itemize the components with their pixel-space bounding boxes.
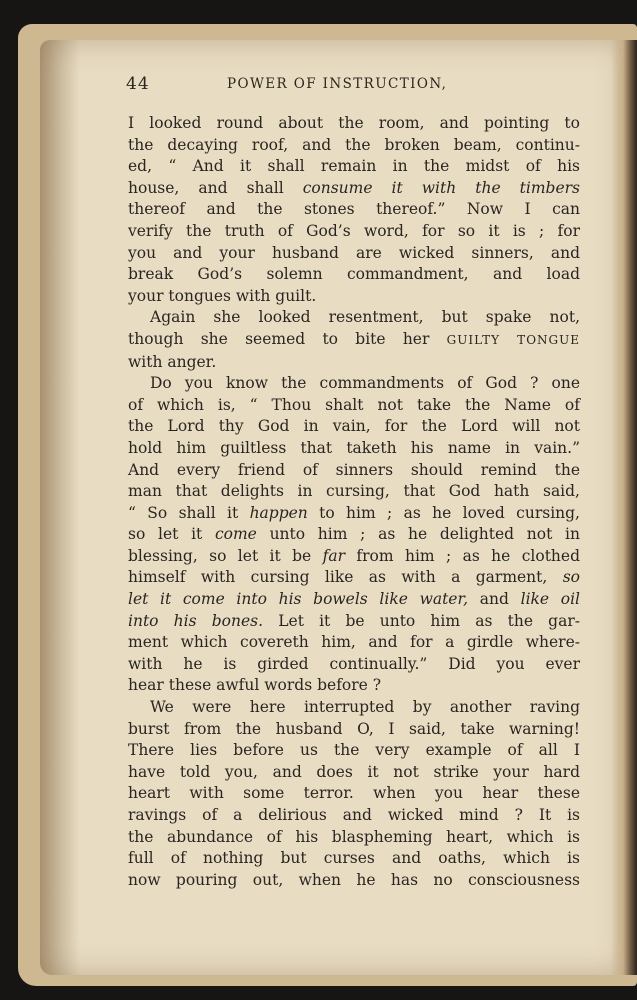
italic-run: consume it with the timbers <box>302 178 580 197</box>
running-head: POWER OF INSTRUCTION, <box>227 76 448 92</box>
text-run: from him ; as he clothed <box>345 546 581 565</box>
italic-run: like oil <box>520 590 581 609</box>
text-run: blessing, so let it be <box>128 546 323 565</box>
text-line <box>128 503 580 525</box>
page-header <box>126 74 586 100</box>
text-run: and <box>468 590 521 609</box>
text-line: full of nothing but curses and oaths, which is <box>128 849 580 868</box>
text-line: ment which covereth him, and for a girdle where- <box>128 633 580 652</box>
italic-run: so <box>562 568 580 587</box>
text-line: hear these awful words before ? <box>128 676 382 695</box>
text-run: to him ; as he loved cursing, <box>307 503 580 522</box>
italic-run: far <box>322 546 346 565</box>
text-run: “ So shall it <box>128 503 250 522</box>
spine-shadow <box>40 40 80 975</box>
italic-run: let it come into his bowels like water, <box>128 590 469 609</box>
text-line <box>128 567 580 589</box>
text-line: ravings of a delirious and wicked mind ? It is <box>128 806 580 824</box>
text-line: Again she looked resentment, but spake not, <box>150 308 580 327</box>
text-line: with he is girded continually.” Did you ever <box>128 654 580 673</box>
text-run: Let it be unto him as the gar- <box>263 611 580 630</box>
text-line: the decaying roof, and the broken beam, continu- <box>128 135 580 154</box>
text-run: though she seemed to bite her <box>128 329 447 348</box>
text-line <box>128 178 580 200</box>
text-line: you and your husband are wicked sinners, and <box>128 243 580 262</box>
text-line <box>128 546 580 568</box>
body-text <box>128 113 580 891</box>
small-caps-run: GUILTY TONGUE <box>446 332 580 347</box>
text-run: so let it <box>128 525 215 544</box>
text-line: thereof and the stones thereof.” Now I can <box>128 200 580 219</box>
text-line: There lies before us the very example of all I <box>128 741 580 760</box>
text-line: We were here interrupted by another raving <box>150 698 580 717</box>
text-line: the abundance of his blaspheming heart, which is <box>128 827 580 846</box>
text-line <box>128 611 580 633</box>
text-line: break God’s solemn commandment, and load <box>128 265 580 284</box>
text-run: house, and shall <box>128 178 303 197</box>
text-line: heart with some terror. when you hear these <box>128 784 580 803</box>
text-run: himself with cursing like as with a garment, <box>128 568 563 587</box>
italic-run: come <box>214 525 257 544</box>
text-line: your tongues with guilt. <box>128 286 317 305</box>
text-line: ed, “ And it shall remain in the midst of his <box>128 157 580 176</box>
text-line: with anger. <box>128 352 217 371</box>
text-line <box>128 329 580 352</box>
text-line: the Lord thy God in vain, for the Lord will not <box>128 417 580 436</box>
text-line: verify the truth of God’s word, for so it is ; for <box>128 221 580 240</box>
text-line: man that delights in cursing, that God hath said, <box>128 482 580 501</box>
text-line: now pouring out, when he has no consciousness <box>128 870 580 889</box>
text-line: have told you, and does it not strike your hard <box>128 762 580 781</box>
text-line <box>128 589 580 611</box>
text-line: I looked round about the room, and pointing to <box>128 114 580 132</box>
italic-run: happen <box>249 503 308 522</box>
page-number: 44 <box>126 74 150 94</box>
text-line: And every friend of sinners should remind the <box>128 460 580 479</box>
text-line: Do you know the commandments of God ? one <box>150 374 580 393</box>
text-line: of which is, “ Thou shalt not take the Name of <box>128 395 580 414</box>
text-line <box>128 524 580 546</box>
italic-run: into his bones. <box>128 611 264 630</box>
torn-edge <box>611 40 637 975</box>
text-line: hold him guiltless that taketh his name in vain.” <box>128 438 580 457</box>
text-line: burst from the husband O, I said, take warning! <box>128 719 580 738</box>
text-run: unto him ; as he delighted not in <box>256 525 580 544</box>
